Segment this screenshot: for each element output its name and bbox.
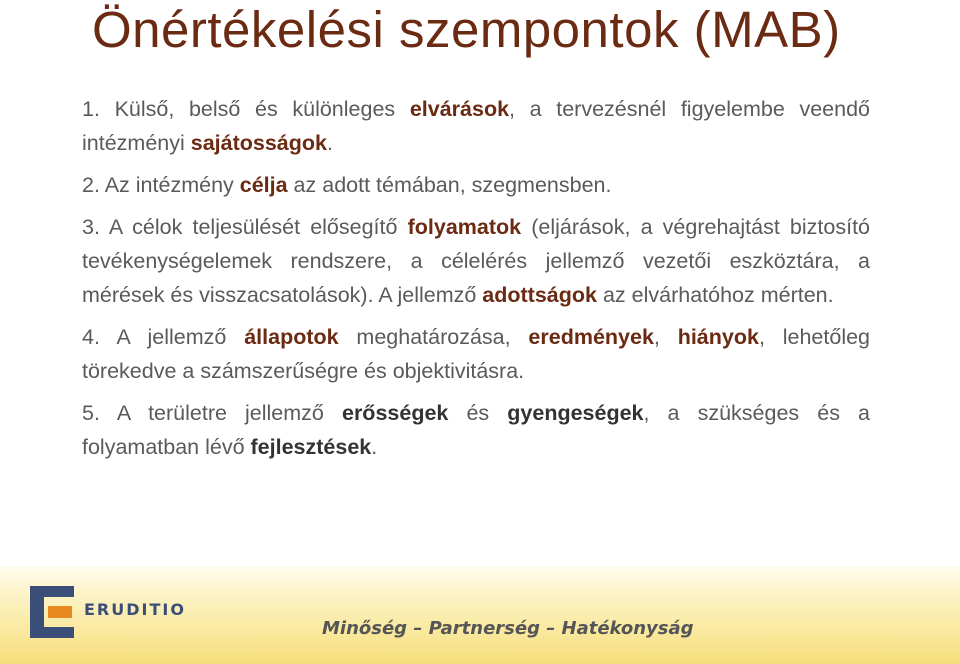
highlighted-term: elvárások: [409, 97, 510, 121]
highlighted-term: hiányok: [677, 325, 759, 349]
item-text: , a szükséges és a folyamatban lévő: [82, 401, 871, 459]
highlighted-term: adottságok: [482, 283, 597, 307]
page-title: Önértékelési szempontok (MAB): [92, 1, 841, 58]
highlighted-term: gyengeségek: [507, 401, 644, 425]
criteria-item-5: [82, 396, 870, 464]
item-text: 3. A célok teljesülését elősegítő: [82, 215, 408, 239]
item-text: .: [371, 435, 378, 459]
highlighted-term: fejlesztések: [250, 435, 372, 459]
highlighted-term: állapotok: [244, 325, 339, 349]
footer-slogan: Minőség – Partnerség – Hatékonyság: [322, 618, 694, 639]
criteria-item-1: [82, 92, 870, 160]
item-text: ,: [653, 325, 678, 349]
item-text: 5. A területre jellemző: [82, 401, 342, 425]
item-text: meghatározása,: [338, 325, 529, 349]
item-text: és: [448, 401, 508, 425]
item-text: 4. A jellemző: [82, 325, 245, 349]
item-text: (eljárások, a végrehajtást biztosító tevékenységelemek rendszere, a célelérés jellemző vezetői eszköztára, a mérések és visszacsatolások). A jellemző: [82, 215, 870, 307]
highlighted-term: célja: [239, 173, 288, 197]
criteria-item-2: [82, 168, 870, 202]
item-text: 2. Az intézmény: [82, 173, 240, 197]
logo-text: ERUDITIO: [84, 600, 186, 619]
item-text: az adott témában, szegmensben.: [287, 173, 612, 197]
highlighted-term: sajátosságok: [190, 131, 327, 155]
eruditio-logo-icon: [30, 586, 76, 638]
highlighted-term: erősségek: [341, 401, 449, 425]
highlighted-term: folyamatok: [407, 215, 522, 239]
criteria-item-3: [82, 210, 870, 312]
item-text: 1. Külső, belső és különleges: [82, 97, 410, 121]
item-text: az elvárhatóhoz mérten.: [596, 283, 834, 307]
item-text: , lehetőleg törekedve a számszerűségre és objektivitásra.: [82, 325, 871, 383]
criteria-list: [82, 92, 870, 472]
highlighted-term: eredmények: [528, 325, 654, 349]
item-text: .: [326, 131, 333, 155]
footer-banner: [0, 566, 960, 664]
criteria-item-4: [82, 320, 870, 388]
item-text: , a tervezésnél figyelembe veendő intézményi: [82, 97, 870, 155]
